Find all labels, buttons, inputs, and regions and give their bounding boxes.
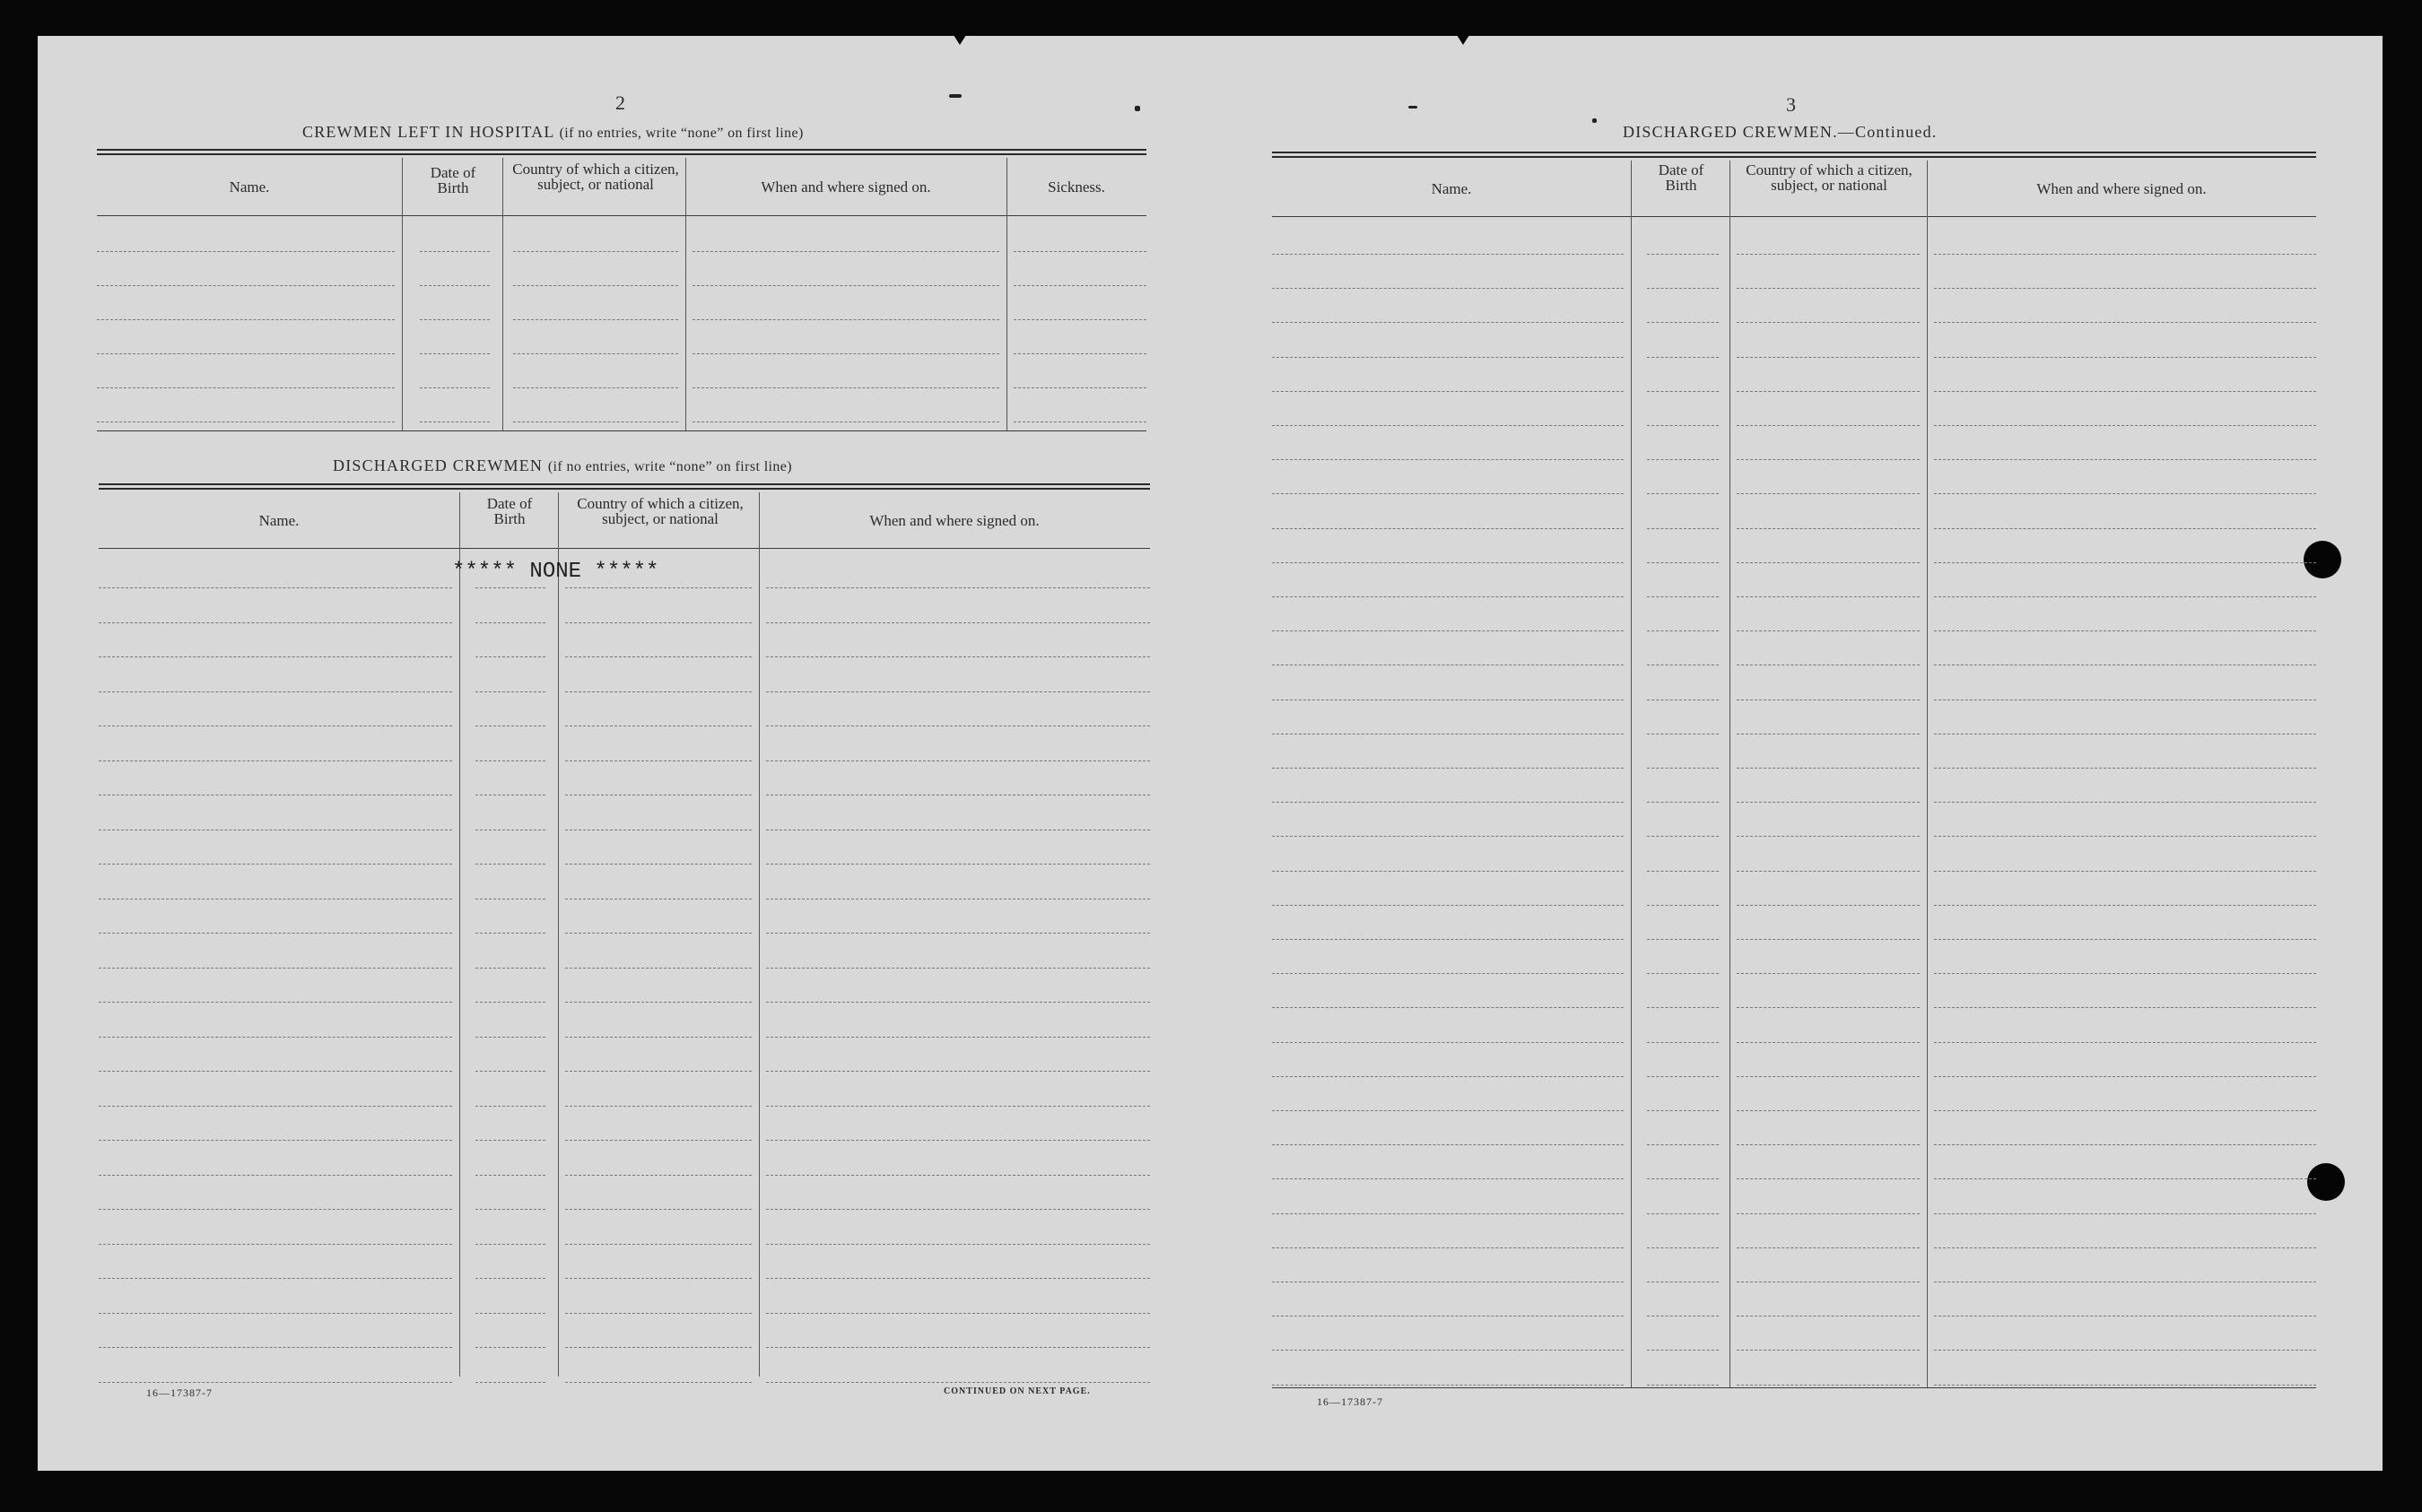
entry-line: [1272, 254, 1624, 255]
entry-line: [1647, 1076, 1719, 1077]
entry-line: [99, 760, 452, 761]
entry-line: [766, 1209, 1150, 1210]
col-header-name: Name.: [1431, 179, 1472, 197]
entry-line: [565, 622, 752, 623]
entry-line: [1737, 1144, 1920, 1145]
column-divider: [1927, 161, 1928, 1387]
continued-note: CONTINUED ON NEXT PAGE.: [944, 1386, 1091, 1396]
entry-line: [1647, 768, 1719, 769]
entry-line: [1272, 802, 1624, 803]
col-header-name: Name.: [229, 178, 270, 196]
col-header-dob: [409, 165, 497, 196]
entry-line: [1737, 905, 1920, 906]
entry-line: [766, 1140, 1150, 1141]
entry-line: [1934, 1007, 2316, 1008]
col-header-dob-text: Date of Birth: [486, 495, 533, 527]
entry-line: [766, 1278, 1150, 1279]
entry-line: [1647, 802, 1719, 803]
entry-line: [99, 1209, 452, 1210]
entry-line: [1737, 459, 1920, 460]
col-header-dob: [468, 496, 551, 526]
entry-line: [1272, 1247, 1624, 1248]
col-header-name: Name.: [258, 511, 300, 529]
discharged-section-title: [333, 456, 792, 475]
entry-line: [565, 587, 752, 588]
table-rule: [99, 483, 1150, 485]
entry-line: [1934, 322, 2316, 323]
entry-line: [1737, 836, 1920, 837]
entry-line: [565, 1382, 752, 1383]
entry-line: [693, 353, 999, 354]
entry-line: [97, 387, 395, 388]
entry-line: [99, 1140, 452, 1141]
entry-line: [766, 864, 1150, 865]
col-header-signed-on: When and where signed on.: [869, 511, 1040, 529]
entry-line: [97, 251, 395, 252]
col-header-country: Country of which a citizen, subject, or national: [1746, 161, 1912, 194]
entry-line: [513, 421, 678, 422]
entry-line: [420, 421, 490, 422]
entry-line: [1737, 871, 1920, 872]
entry-line: [1647, 1007, 1719, 1008]
entry-line: [766, 1071, 1150, 1072]
entry-line: [1737, 357, 1920, 358]
entry-line: [766, 1002, 1150, 1003]
entry-line: [766, 1313, 1150, 1314]
entry-line: [1272, 1178, 1624, 1179]
entry-line: [565, 1140, 752, 1141]
entry-line: [1647, 459, 1719, 460]
entry-line: [513, 251, 678, 252]
entry-line: [565, 691, 752, 692]
entry-line: [475, 587, 545, 588]
entry-line: [565, 1244, 752, 1245]
entry-line: [1272, 288, 1624, 289]
entry-line: [1647, 836, 1719, 837]
entry-line: [1647, 562, 1719, 563]
entry-line: [766, 1244, 1150, 1245]
entry-line: [475, 1106, 545, 1107]
header-rule: [97, 215, 1146, 216]
entry-line: [766, 1175, 1150, 1176]
entry-line: [1934, 1385, 2316, 1386]
entry-line: [565, 933, 752, 934]
col-header-signed-on: When and where signed on.: [2036, 179, 2207, 197]
bottom-rule: [97, 430, 1146, 431]
entry-line: [99, 1347, 452, 1348]
table-rule: [99, 488, 1150, 490]
entry-line: [420, 387, 490, 388]
entry-line: [1737, 1385, 1920, 1386]
entry-line: [475, 1244, 545, 1245]
entry-line: [99, 864, 452, 865]
entry-line: [565, 1313, 752, 1314]
entry-line: [1647, 1144, 1719, 1145]
scan-speck: [949, 94, 962, 98]
entry-line: [693, 285, 999, 286]
form-number: 16—17387-7: [146, 1386, 213, 1399]
discharged-table-right: [1272, 152, 2316, 1389]
entry-line: [1272, 836, 1624, 837]
entry-line: [1737, 1110, 1920, 1111]
entry-line: [1272, 459, 1624, 460]
entry-line: [1737, 1007, 1920, 1008]
entry-line: [513, 353, 678, 354]
entry-line: [1647, 871, 1719, 872]
entry-line: [1647, 1178, 1719, 1179]
column-divider: [1631, 161, 1632, 1387]
entry-line: [1272, 1110, 1624, 1111]
page-number: 3: [1786, 93, 1796, 116]
hospital-title-text: CREWMEN LEFT IN HOSPITAL: [302, 123, 554, 141]
col-header-country: Country of which a citizen, subject, or national: [577, 495, 744, 527]
entry-line: [99, 587, 452, 588]
entry-line: [1272, 630, 1624, 631]
entry-line: [475, 1071, 545, 1072]
hospital-table: [97, 149, 1146, 432]
entry-line: [1014, 319, 1146, 320]
entry-line: [1934, 836, 2316, 837]
entry-line: [1272, 528, 1624, 529]
entry-line: [1737, 493, 1920, 494]
entry-line: [1737, 630, 1920, 631]
entry-line: [766, 622, 1150, 623]
entry-line: [565, 1347, 752, 1348]
entry-line: [1934, 905, 2316, 906]
entry-line: [99, 1382, 452, 1383]
entry-line: [99, 622, 452, 623]
entry-line: [565, 1175, 752, 1176]
entry-line: [99, 968, 452, 969]
entry-line: [99, 1278, 452, 1279]
bottom-rule: [1272, 1387, 2316, 1388]
entry-line: [1934, 802, 2316, 803]
entry-line: [99, 656, 452, 657]
column-divider: [459, 492, 460, 1377]
entry-line: [1272, 1144, 1624, 1145]
entry-line: [1737, 802, 1920, 803]
entry-line: [693, 387, 999, 388]
entry-line: [475, 864, 545, 865]
entry-line: [513, 319, 678, 320]
entry-line: [1934, 1110, 2316, 1111]
entry-line: [1737, 562, 1920, 563]
entry-line: [1737, 1076, 1920, 1077]
entry-line: [565, 760, 752, 761]
entry-line: [513, 285, 678, 286]
table-rule: [97, 153, 1146, 155]
page-number: 2: [615, 91, 625, 114]
entry-line: [1014, 285, 1146, 286]
entry-line: [1737, 288, 1920, 289]
entry-line: [97, 285, 395, 286]
entry-line: [475, 1140, 545, 1141]
entry-line: [1934, 391, 2316, 392]
entry-line: [475, 1347, 545, 1348]
hospital-section-title: [302, 123, 804, 142]
entry-line: [1934, 459, 2316, 460]
entry-line: [1934, 871, 2316, 872]
none-entry: ***** NONE *****: [452, 560, 659, 584]
col-header-dob-text: Date of Birth: [1658, 161, 1704, 194]
entry-line: [1934, 562, 2316, 563]
entry-line: [475, 1382, 545, 1383]
entry-line: [1737, 596, 1920, 597]
header-rule: [99, 548, 1150, 549]
entry-line: [1934, 528, 2316, 529]
entry-line: [99, 1244, 452, 1245]
col-header-signed-on: When and where signed on.: [761, 178, 931, 196]
discharged-continued-title: DISCHARGED CREWMEN.—Continued.: [1623, 123, 1938, 141]
entry-line: [1647, 357, 1719, 358]
entry-line: [1737, 939, 1920, 940]
entry-line: [475, 1278, 545, 1279]
entry-line: [565, 1209, 752, 1210]
page-notch: [952, 32, 968, 45]
entry-line: [1272, 562, 1624, 563]
entry-line: [475, 1209, 545, 1210]
entry-line: [1934, 630, 2316, 631]
entry-line: [1647, 1110, 1719, 1111]
entry-line: [475, 933, 545, 934]
table-rule: [97, 149, 1146, 151]
entry-line: [766, 933, 1150, 934]
scan-speck: [1408, 106, 1417, 109]
entry-line: [1737, 1178, 1920, 1179]
entry-line: [1647, 905, 1719, 906]
entry-line: [513, 387, 678, 388]
entry-line: [1647, 596, 1719, 597]
entry-line: [1934, 425, 2316, 426]
entry-line: [420, 285, 490, 286]
entry-line: [565, 968, 752, 969]
entry-line: [1647, 973, 1719, 974]
entry-line: [1934, 357, 2316, 358]
entry-line: [1647, 1247, 1719, 1248]
entry-line: [1737, 254, 1920, 255]
entry-line: [1647, 528, 1719, 529]
entry-line: [475, 656, 545, 657]
table-rule: [1272, 156, 2316, 158]
entry-line: [1934, 596, 2316, 597]
entry-line: [1647, 288, 1719, 289]
col-header-dob: [1638, 162, 1724, 193]
column-divider: [1729, 161, 1730, 1387]
entry-line: [1934, 288, 2316, 289]
entry-line: [766, 656, 1150, 657]
entry-line: [1647, 322, 1719, 323]
entry-line: [1934, 493, 2316, 494]
entry-line: [99, 1313, 452, 1314]
entry-line: [1272, 596, 1624, 597]
entry-line: [1272, 357, 1624, 358]
entry-line: [766, 587, 1150, 588]
entry-line: [1272, 1007, 1624, 1008]
entry-line: [565, 864, 752, 865]
entry-line: [1647, 391, 1719, 392]
entry-line: [475, 1037, 545, 1038]
entry-line: [565, 1106, 752, 1107]
entry-line: [1272, 939, 1624, 940]
entry-line: [1737, 391, 1920, 392]
entry-line: [1647, 254, 1719, 255]
entry-line: [420, 319, 490, 320]
entry-line: [1014, 251, 1146, 252]
entry-line: [1272, 871, 1624, 872]
col-header-sickness: Sickness.: [1048, 178, 1105, 196]
column-divider: [402, 158, 403, 430]
scan-speck: [1135, 106, 1140, 111]
entry-line: [1272, 391, 1624, 392]
entry-line: [475, 760, 545, 761]
entry-line: [1934, 1144, 2316, 1145]
entry-line: [1272, 493, 1624, 494]
entry-line: [1014, 387, 1146, 388]
entry-line: [565, 1037, 752, 1038]
entry-line: [1737, 528, 1920, 529]
entry-line: [99, 691, 452, 692]
entry-line: [1934, 768, 2316, 769]
entry-line: [1737, 973, 1920, 974]
entry-line: [1737, 1247, 1920, 1248]
entry-line: [1272, 768, 1624, 769]
entry-line: [99, 1037, 452, 1038]
hospital-title-note: (if no entries, write “none” on first line): [559, 126, 804, 141]
entry-line: [565, 1071, 752, 1072]
entry-line: [1934, 1076, 2316, 1077]
entry-line: [766, 1037, 1150, 1038]
entry-line: [1272, 322, 1624, 323]
entry-line: [1737, 1213, 1920, 1214]
entry-line: [475, 1313, 545, 1314]
entry-line: [766, 691, 1150, 692]
entry-line: [99, 933, 452, 934]
discharged-table-left: [99, 483, 1150, 1380]
entry-line: [1647, 1385, 1719, 1386]
entry-line: [565, 656, 752, 657]
entry-line: [766, 1382, 1150, 1383]
entry-line: [1737, 322, 1920, 323]
entry-line: [766, 968, 1150, 969]
entry-line: [1272, 1076, 1624, 1077]
entry-line: [1647, 1213, 1719, 1214]
entry-line: [1934, 254, 2316, 255]
table-rule: [1272, 152, 2316, 153]
entry-line: [1014, 353, 1146, 354]
page-notch: [1455, 32, 1471, 45]
entry-line: [1647, 1042, 1719, 1043]
entry-line: [99, 1002, 452, 1003]
entry-line: [97, 353, 395, 354]
entry-line: [1272, 905, 1624, 906]
discharged-title-text: DISCHARGED CREWMEN: [333, 456, 544, 474]
col-header-dob-text: Date of Birth: [430, 164, 476, 196]
entry-line: [1934, 939, 2316, 940]
entry-line: [99, 1175, 452, 1176]
entry-line: [1272, 1350, 1624, 1351]
entry-line: [766, 760, 1150, 761]
entry-line: [1272, 1213, 1624, 1214]
entry-line: [1934, 1247, 2316, 1248]
discharged-title-note: (if no entries, write “none” on first line): [547, 459, 793, 474]
entry-line: [1737, 1042, 1920, 1043]
entry-line: [1014, 421, 1146, 422]
entry-line: [1934, 1350, 2316, 1351]
entry-line: [766, 1106, 1150, 1107]
col-header-country: Country of which a citizen, subject, or national: [512, 161, 679, 193]
entry-line: [1934, 1213, 2316, 1214]
entry-line: [1934, 1042, 2316, 1043]
entry-line: [1272, 1042, 1624, 1043]
entry-line: [693, 421, 999, 422]
entry-line: [475, 1002, 545, 1003]
entry-line: [420, 251, 490, 252]
entry-line: [766, 1347, 1150, 1348]
column-divider: [502, 158, 503, 430]
entry-line: [420, 353, 490, 354]
header-rule: [1272, 216, 2316, 217]
entry-line: [1737, 768, 1920, 769]
entry-line: [99, 1071, 452, 1072]
entry-line: [1272, 425, 1624, 426]
entry-line: [97, 319, 395, 320]
entry-line: [1934, 1178, 2316, 1179]
entry-line: [1737, 425, 1920, 426]
column-divider: [558, 492, 559, 1377]
entry-line: [475, 691, 545, 692]
entry-line: [565, 1278, 752, 1279]
entry-line: [1647, 425, 1719, 426]
form-number: 16—17387-7: [1317, 1395, 1383, 1408]
scan-speck: [1592, 118, 1597, 123]
entry-line: [1737, 1350, 1920, 1351]
entry-line: [1272, 973, 1624, 974]
entry-line: [475, 1175, 545, 1176]
entry-line: [1647, 493, 1719, 494]
entry-line: [475, 968, 545, 969]
entry-line: [1647, 1350, 1719, 1351]
entry-line: [1934, 973, 2316, 974]
entry-line: [565, 1002, 752, 1003]
entry-line: [693, 319, 999, 320]
column-divider: [759, 492, 760, 1377]
entry-line: [475, 622, 545, 623]
entry-line: [99, 1106, 452, 1107]
entry-line: [97, 421, 395, 422]
entry-line: [693, 251, 999, 252]
entry-line: [1647, 939, 1719, 940]
entry-line: [1272, 1385, 1624, 1386]
entry-line: [1647, 630, 1719, 631]
